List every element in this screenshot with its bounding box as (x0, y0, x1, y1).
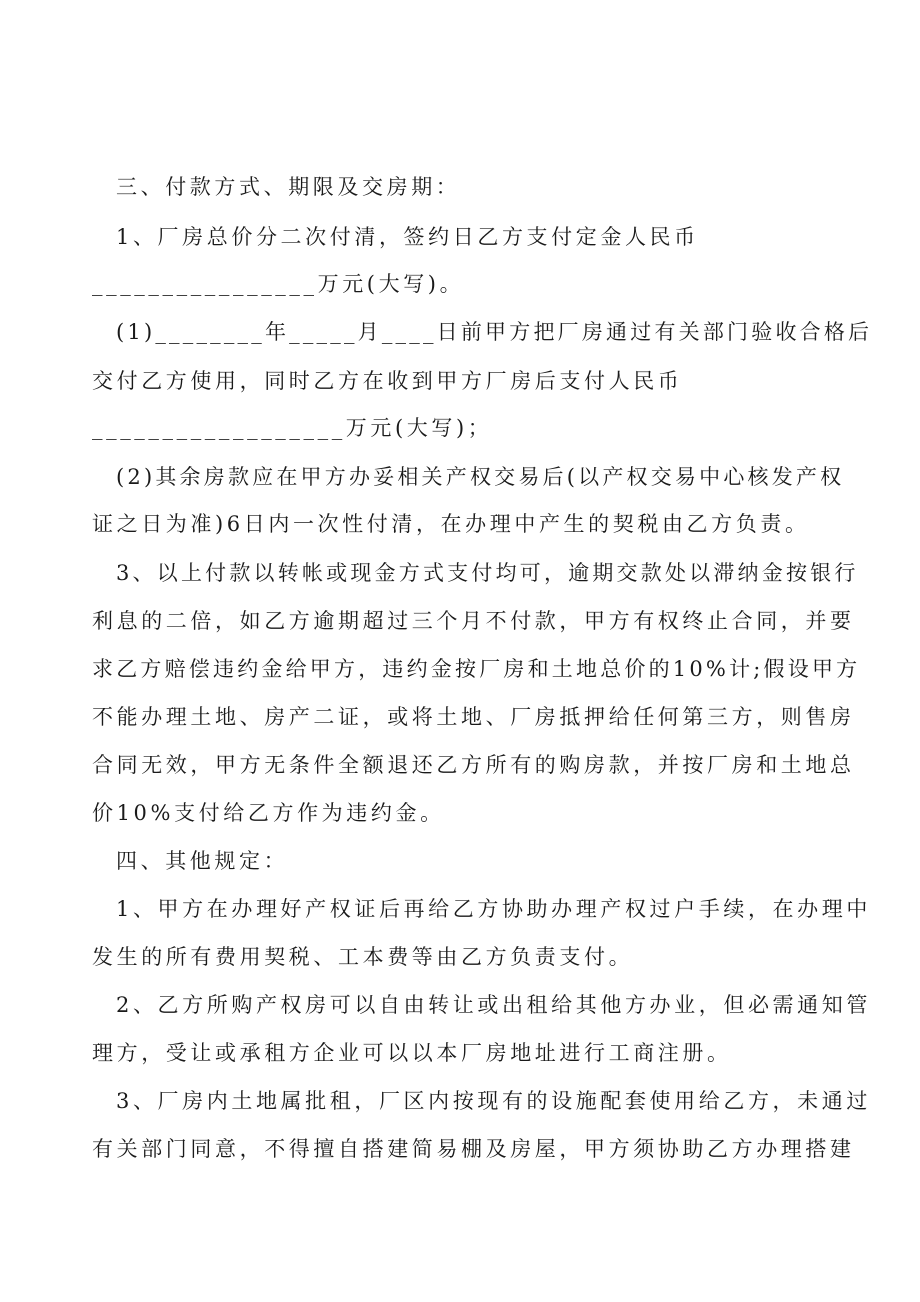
text-line: 1、厂房总价分二次付清，签约日乙方支付定金人民币 (116, 225, 699, 249)
text-line: 2、乙方所购产权房可以自由转让或出租给其他方办业，但必需通知管 (116, 993, 871, 1017)
text-line: 利息的二倍，如乙方逾期超过三个月不付款，甲方有权终止合同，并要 (92, 609, 855, 633)
text-line: 3、厂房内土地属批租，厂区内按现有的设施配套使用给乙方，未通过 (116, 1089, 871, 1113)
text-line: 合同无效，甲方无条件全额退还乙方所有的购房款，并按厂房和土地总 (92, 753, 855, 777)
text-line: 有关部门同意，不得擅自搭建简易棚及房屋，甲方须协助乙方办理搭建 (92, 1137, 855, 1161)
text-line: ________________万元(大写)。 (92, 272, 465, 296)
text-line: 理方，受让或承租方企业可以以本厂房地址进行工商注册。 (92, 1041, 732, 1065)
text-line: 3、以上付款以转帐或现金方式支付均可，逾期交款处以滞纳金按银行 (116, 561, 859, 585)
text-line: 不能办理土地、房产二证，或将土地、厂房抵押给任何第三方，则售房 (92, 705, 855, 729)
text-line: 交付乙方使用，同时乙方在收到甲方厂房后支付人民币 (92, 369, 683, 393)
text-line: (2)其余房款应在甲方办妥相关产权交易后(以产权交易中心核发产权 (116, 465, 845, 489)
text-line: 价10%支付给乙方作为违约金。 (92, 801, 445, 825)
section-heading-other: 四、其他规定： (116, 849, 289, 873)
text-line: __________________万元(大写)； (92, 416, 493, 440)
text-line: (1)________年_____月____日前甲方把厂房通过有关部门验收合格后 (116, 320, 873, 344)
text-line: 发生的所有费用契税、工本费等由乙方负责支付。 (92, 945, 634, 969)
text-line: 证之日为准)6日内一次性付清，在办理中产生的契税由乙方负责。 (92, 512, 810, 536)
section-heading-payment: 三、付款方式、期限及交房期： (116, 175, 461, 199)
text-line: 1、甲方在办理好产权证后再给乙方协助办理产权过户手续，在办理中 (116, 897, 871, 921)
text-line: 求乙方赔偿违约金给甲方，违约金按厂房和土地总价的10%计;假设甲方 (92, 657, 861, 681)
